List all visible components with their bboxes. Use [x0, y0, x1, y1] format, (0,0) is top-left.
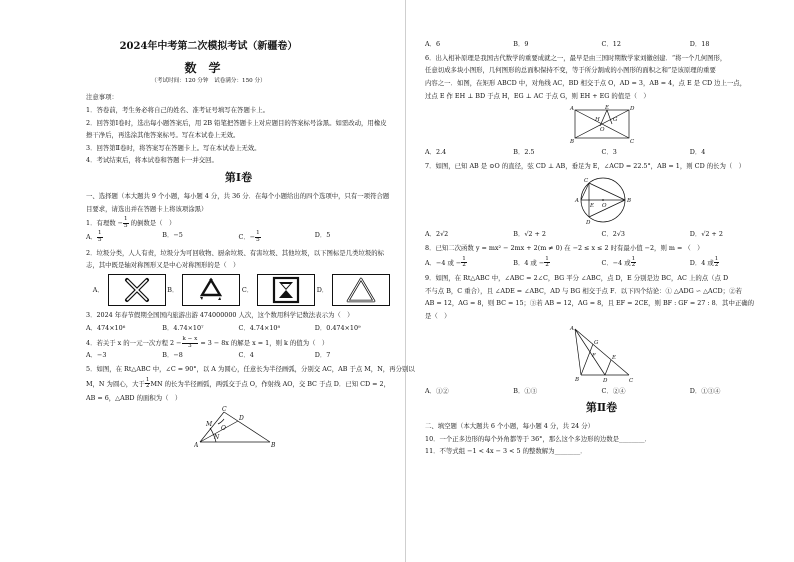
q4-text-pre: 4．若关于 x 的一元一次方程 2 −	[86, 339, 182, 348]
fig-label: C	[583, 178, 588, 185]
option-label: A．	[86, 233, 98, 242]
section2-intro: 二、填空题（本大题共 6 个小题，每小题 4 分，共 24 分）	[425, 422, 595, 430]
fig-label: C	[628, 377, 633, 383]
question-11: 11．不等式组 −1 < 4x − 3 < 5 的整数解为________．	[425, 447, 587, 456]
q7-circle-diagram	[567, 174, 637, 226]
question-6-cont: 过点 E 作 EH ⊥ BD 于点 H，EG ⊥ AC 于点 G，则 EH + EG 的值是（ ）	[425, 91, 650, 100]
question-6-cont: 任意切成多块小图形，几何图形的总面积保持不变，等于所分割成的小图形的面积之和”是该原理的重要	[425, 66, 716, 75]
option-fraction	[544, 257, 550, 269]
q7-option-a: A．2√2	[425, 230, 449, 239]
note-item: 擦干净后，再选涂其他答案标号。写在本试卷上无效。	[86, 131, 240, 140]
question-7: 7．如图，已知 AB 是 ⊙O 的直径，弦 CD ⊥ AB，垂足为 E，∠ACD = 22.5°，AB = 1，则 CD 的长为（ ）	[425, 161, 746, 170]
question-4	[86, 337, 391, 349]
q4-option-b: B．−8	[162, 351, 183, 360]
fig-label: D	[585, 220, 590, 227]
q6-rectangle-diagram	[567, 104, 637, 144]
question-5-cont	[86, 378, 391, 390]
q8-option-d	[690, 257, 778, 269]
q3-options	[86, 324, 391, 333]
q2-option-c	[242, 274, 315, 306]
question-9-cont: 是（ ）	[425, 311, 451, 320]
q1-option-b: B．−5	[162, 231, 183, 240]
q5-option-b: B．9	[513, 40, 529, 48]
question-2-cont: 志，其中既是轴对称图形又是中心对称图形的是（ ）	[86, 261, 240, 270]
q4-option-d: D．7	[314, 351, 331, 360]
note-item: 1．答卷前，考生务必将自己的姓名、准考证号填写在答题卡上。	[86, 105, 270, 114]
fig-label: G	[612, 117, 617, 124]
q2-icon-options	[86, 274, 391, 306]
fig-label: D	[238, 415, 244, 423]
fig-label: C	[629, 139, 634, 145]
fig-label: A	[569, 106, 574, 113]
fig-label: A	[574, 198, 579, 205]
frac-num: k − x	[182, 336, 198, 343]
q5-figure	[86, 406, 391, 448]
fig-label: N	[213, 434, 219, 442]
q8-option-c	[602, 257, 690, 269]
option-label: A．−4 或 −	[425, 258, 462, 267]
question-10: 10．一个正多边形的每个外角都等于 36°，那么这个多边形的边数是________．	[425, 434, 651, 443]
x-arrows-icon	[117, 277, 157, 303]
option-label: D．	[316, 285, 329, 294]
q7-option-c: C．2√3	[601, 230, 625, 239]
triangle-recycle-icon	[196, 277, 226, 303]
fig-label: D	[602, 377, 607, 383]
recycle-x-icon	[108, 274, 166, 306]
fig-label: M	[205, 421, 212, 429]
frac-den: 2	[145, 383, 150, 390]
question-6-cont: 内容之一．如图，在矩形 ABCD 中，对角线 AC，BD 相交于点 O，AD = 3，AB = 4，点 E 是 CD 边上一点，	[425, 78, 747, 87]
q1-text-pre: 1．有理数 −	[86, 219, 124, 228]
part2-title: 第Ⅱ卷	[585, 401, 618, 415]
section1-intro: 一、选择题（本大题共 9 个小题，每小题 4 分，共 36 分．在每个小题给出的四个选项中，只有一项符合题	[86, 191, 390, 200]
q5-option-d: D．18	[689, 40, 710, 48]
q4-text-post: = 3 − 8x 的解是 x = 1，则 k 的值为（ ）	[198, 339, 329, 348]
fig-label: C	[221, 406, 227, 414]
q9-option-b: B．①③	[513, 386, 538, 395]
frac-den: 3	[188, 342, 192, 349]
notes-heading: 注意事项：	[86, 93, 118, 102]
frac-num: 1	[631, 255, 636, 262]
frac-num: 1	[98, 230, 102, 237]
question-3: 3．2024 年春节假期全国国内旅游出游 474000000 人次，这个数用科学记数法表示为（ ）	[86, 310, 354, 319]
hourglass-icon	[257, 274, 315, 306]
fig-label: A	[193, 442, 198, 449]
q9-option-a: A．①②	[425, 386, 449, 395]
q4-fraction	[182, 337, 199, 349]
q1-option-a	[86, 231, 162, 243]
frac-den: 2	[714, 262, 719, 269]
option-label: B．	[167, 285, 179, 294]
triangle-arrows-icon	[332, 274, 390, 306]
fig-label: G	[593, 339, 598, 346]
fig-label: O	[599, 127, 605, 134]
q5-option-a: A．6	[425, 40, 441, 48]
fig-label: B	[569, 139, 574, 145]
option-label: C．−	[238, 233, 256, 242]
q9-option-c: C．②④	[601, 386, 626, 395]
exam-info: （考试时间：120 分钟 试卷满分：150 分）	[151, 77, 266, 84]
option-label: C．	[241, 285, 254, 294]
q8-option-b	[513, 257, 601, 269]
recycle-arrows-icon	[182, 274, 240, 306]
q1-option-d: D．5	[314, 231, 331, 240]
q6-figure	[425, 104, 778, 144]
frac-num: 1	[145, 376, 150, 383]
frac-den: 5	[98, 236, 102, 243]
frac-den: 2	[462, 262, 466, 269]
q6-options	[425, 148, 778, 157]
fig-label: F	[591, 352, 596, 359]
q5-text-post: MN 的长为半径画弧，两弧交于点 O，作射线 AO，交 BC 于点 D．已知 CD = 2，	[150, 379, 391, 388]
hourglass-shape-icon	[272, 276, 300, 304]
q6-option-c: C．3	[601, 148, 617, 157]
frac-num: 1	[256, 230, 260, 237]
option-label: A．	[92, 285, 104, 294]
q3-option-d: D．0.474×10⁹	[314, 323, 361, 332]
frac-num: 1	[714, 255, 719, 262]
frac-num: 1	[545, 255, 549, 262]
q2-option-a	[93, 274, 166, 306]
note-item: 4．考试结束后，将本试卷和答题卡一并交回。	[86, 156, 218, 165]
q9-option-d: D．①③④	[689, 386, 721, 395]
fig-label: O	[220, 425, 226, 433]
q7-options	[425, 230, 778, 239]
q4-options	[86, 351, 391, 360]
q2-option-b	[167, 274, 240, 306]
note-item: 3．回答第Ⅱ卷时，将答案写在答题卡上。写在本试卷上无效。	[86, 143, 261, 152]
option-label: D．4 或	[689, 258, 714, 267]
fig-label: H	[594, 117, 600, 124]
subject-title: 数学	[184, 60, 233, 75]
part1-title: 第Ⅰ卷	[224, 171, 253, 185]
q8-option-a	[425, 257, 513, 269]
fig-label: B	[574, 376, 579, 383]
q7-figure	[425, 174, 778, 226]
fig-label: B	[626, 198, 631, 205]
center-point	[602, 200, 604, 202]
q6-option-a: A．2.4	[425, 148, 447, 157]
fig-label: E	[604, 105, 609, 112]
fig-label: D	[629, 106, 634, 113]
frac-den: 2	[631, 262, 636, 269]
right-column	[405, 0, 794, 562]
question-1	[86, 217, 391, 229]
q5-text-pre: M，N 为圆心，大于	[86, 379, 145, 388]
q9-triangle-diagram	[567, 325, 637, 383]
option-label: C．−4 或	[601, 258, 631, 267]
fig-label: O	[601, 203, 607, 210]
q5-options	[425, 40, 778, 49]
question-9-cont: 不与点 B，C 重合），且 ∠ADE = ∠ABC，AD 与 BG 相交于点 F．以下四个结论：① △ADG ∽ △ACD；②若	[425, 286, 742, 295]
fig-label: B	[270, 442, 275, 449]
fig-label: E	[589, 203, 594, 210]
frac-num: 1	[462, 255, 466, 262]
q1-frac-num: 1	[124, 216, 128, 223]
frac-den: 2	[545, 262, 549, 269]
recycle-triangle-icon	[344, 276, 378, 304]
q3-option-a: A．474×10⁶	[86, 323, 126, 332]
q1-text-post: 的倒数是（ ）	[128, 219, 176, 228]
question-5-cont: AB = 6，△ABD 的面积为（ ）	[86, 393, 182, 402]
question-6: 6．出入相补原理是我国古代数学的重要成就之一，最早是由三国时期数学家刘徽创建．“将一个几何图形，	[425, 53, 727, 62]
q5-option-c: C．12	[601, 40, 621, 48]
q9-figure	[425, 325, 778, 383]
q5-triangle-diagram	[194, 406, 284, 448]
question-5: 5．如图，在 Rt△ABC 中，∠C = 90°，以 A 为圆心，任意长为半径画弧，分别交 AC，AB 于点 M，N，再分别以	[86, 364, 415, 373]
q2-option-d	[317, 274, 391, 306]
paper-title: 2024年中考第二次模拟考试（新疆卷）	[119, 41, 298, 52]
option-fraction	[97, 231, 103, 243]
option-label: B．4 或 −	[513, 258, 545, 267]
option-fraction	[255, 231, 261, 243]
q4-option-c: C．4	[238, 351, 254, 360]
q6-option-d: D．4	[689, 148, 706, 157]
section1-intro: 目要求，请选出并在答题卡上将该项涂黑）	[86, 204, 208, 213]
q9-options	[425, 387, 778, 396]
question-9-cont: AB = 12，AG = 8，则 BC = 15；③若 AB = 12，AG = 8，且 EF = 2CE，则 BF : GF = 27 : 8．其中正确的	[425, 299, 755, 308]
option-fraction	[461, 257, 467, 269]
question-2: 2．垃圾分类，人人有责，垃圾分为可回收物、厨余垃圾、有害垃圾、其他垃圾，以下图标是几类垃圾的标	[86, 248, 385, 257]
q7-option-d: D．√2 + 2	[689, 230, 723, 239]
q1-option-c	[239, 231, 315, 243]
frac-den: 5	[256, 236, 260, 243]
q4-option-a: A．−3	[86, 351, 107, 360]
note-item: 2．回答第Ⅰ卷时，选出每小题答案后，用 2B 铅笔把答题卡上对应题目的答案标号涂黑。如需改动，用橡皮	[86, 118, 387, 127]
q8-options	[425, 257, 778, 269]
q1-frac-den: 5	[124, 222, 128, 229]
fig-label: A	[569, 325, 574, 332]
q1-options	[86, 231, 391, 243]
option-fraction	[631, 257, 637, 269]
fig-label: E	[611, 354, 616, 361]
q3-option-b: B．4.74×10⁷	[162, 323, 204, 332]
option-fraction	[714, 257, 720, 269]
q6-option-b: B．2.5	[513, 148, 535, 157]
q3-option-c: C．4.74×10⁸	[238, 323, 281, 332]
question-9: 9．如图，在 Rt△ABC 中，∠ABC = 2∠C，BG 平分 ∠ABC，点 D，E 分别是边 BC，AC 上的点（点 D	[425, 273, 729, 282]
question-8: 8．已知二次函数 y = mx² − 2mx + 2(m ≠ 0) 在 −2 ≤ x ≤ 2 时有最小值 −2，则 m = （ ）	[425, 244, 704, 253]
q7-option-b: B．√2 + 2	[513, 230, 546, 239]
